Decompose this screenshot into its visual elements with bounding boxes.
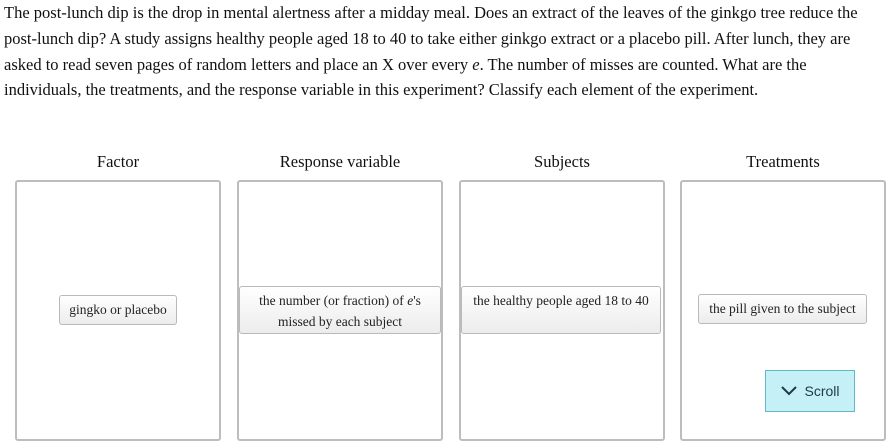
card-pill-given[interactable]: the pill given to the subject [698, 294, 867, 324]
card-healthy-people[interactable]: the healthy people aged 18 to 40 [461, 286, 661, 334]
column-title-response-variable: Response variable [279, 152, 401, 171]
question-text: The post-lunch dip is the drop in mental alertness after a midday meal. Does an extract of the leaves of the ginkgo tree reduce the post-lunch dip? A study assigns healthy people aged 18 to 40 to take either ginkgo extract or a placebo pill. After lunch, they are asked to read seven pages of random letters and place an X over every e. The number of misses are counted. What are the individuals, the treatments, and the response variable in this experiment? Classify each element of the experiment. [4, 3, 858, 100]
scroll-label: Scroll [804, 383, 840, 399]
chevron-down-icon [780, 385, 798, 397]
column-title-factor: Factor [96, 152, 140, 171]
column-title-treatments: Treatments [746, 152, 820, 171]
column-title-subjects: Subjects [534, 152, 590, 171]
scroll-button[interactable] [765, 370, 855, 412]
card-gingko-or-placebo[interactable]: gingko or placebo [59, 295, 177, 325]
question-italic-e: e [472, 54, 480, 74]
card-number-of-misses[interactable]: the number (or fraction) of e's missed by each subject [239, 286, 441, 334]
